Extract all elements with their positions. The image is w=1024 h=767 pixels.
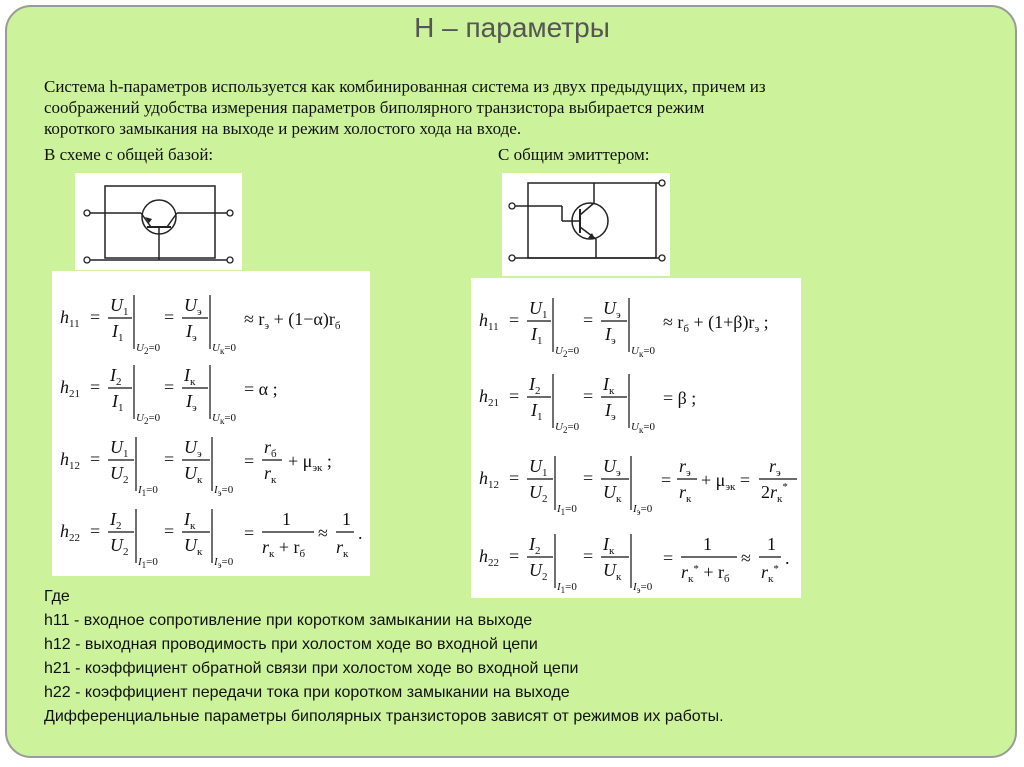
svg-text:=: = — [509, 310, 520, 330]
svg-text:rэ: $r_э$ — [769, 456, 781, 479]
svg-text:I1=0: $I_1=0$ — [557, 503, 577, 517]
svg-text:1: 1 — [342, 509, 351, 529]
svg-text:U2: $U_2$ — [110, 463, 129, 486]
svg-text:U1: $U_1$ — [110, 295, 129, 318]
svg-text:Iэ: $I_э$ — [186, 321, 197, 344]
svg-text:Uк=0: $U_к=0$ — [212, 412, 237, 426]
common-base-circuit — [75, 173, 242, 270]
svg-text:=: = — [164, 307, 175, 327]
svg-text:I1=0: $I_1=0$ — [138, 556, 158, 570]
svg-text:U1: $U_1$ — [529, 298, 548, 321]
intro-line: Система h-параметров используется как комбинированная система из двух предыдущих, причем из — [44, 77, 766, 96]
svg-text:rк + rб: $r_к + r_б$ — [262, 537, 306, 560]
svg-text:Uэ: $U_э$ — [184, 437, 202, 460]
svg-text:Uэ: $U_э$ — [603, 456, 621, 479]
svg-text:= β ;: = β ; — [663, 388, 697, 408]
svg-text:1: 1 — [767, 534, 776, 554]
svg-text:= α ;: = α ; — [244, 379, 278, 399]
svg-text:=: = — [90, 377, 101, 397]
svg-text:I2: $I_2$ — [529, 374, 541, 397]
svg-text:≈ rб + (1+β)rэ ;: ≈ $r_б + (1+\beta)r_э$ ; — [663, 312, 769, 335]
svg-text:h12: $h_{12}$ — [60, 449, 80, 472]
svg-text:2rк*: $2r_к^*$ — [761, 481, 788, 505]
svg-text:Iэ: $I_э$ — [605, 324, 616, 347]
common-base-formula-graphic — [52, 271, 370, 576]
svg-text:Uк=0: $U_к=0$ — [631, 345, 656, 359]
svg-text:I1: $I_1$ — [531, 400, 543, 423]
svg-text:=: = — [583, 386, 594, 406]
svg-text:=: = — [164, 449, 175, 469]
svg-text:U2=0: $U_2=0$ — [555, 421, 580, 435]
svg-text:≈ rэ + (1−α)rб: ≈ $r_э + (1-\alpha)r_б$ — [244, 309, 341, 332]
svg-text:=: = — [509, 386, 520, 406]
svg-text:Uэ: $U_э$ — [184, 295, 202, 318]
svg-text:=: = — [509, 468, 520, 488]
intro-paragraph — [44, 76, 984, 139]
common-base-schematic-icon — [75, 173, 242, 270]
svg-text:h12: $h_{12}$ — [479, 468, 499, 491]
common-emitter-label: С общим эмиттером: — [498, 145, 650, 164]
svg-text:1: 1 — [282, 509, 291, 529]
svg-text:=: = — [244, 451, 255, 471]
svg-text:Uк: $U_к$ — [184, 463, 203, 486]
svg-text:Uэ: $U_э$ — [603, 298, 621, 321]
common-emitter-schematic-icon — [502, 173, 670, 276]
svg-text:Uк: $U_к$ — [184, 535, 203, 558]
svg-text:=: = — [90, 521, 101, 541]
svg-text:≈: ≈ — [318, 523, 328, 543]
svg-text:Iэ=0: $I_э=0$ — [214, 556, 234, 570]
svg-text:U1: $U_1$ — [529, 456, 548, 479]
common-base-formulas — [52, 271, 370, 576]
svg-text:U1: $U_1$ — [110, 437, 129, 460]
common-emitter-formulas — [471, 278, 801, 598]
intro-line: соображений удобства измерения параметров биполярного транзистора выбирается режим — [44, 98, 705, 117]
svg-text:Iэ=0: $I_э=0$ — [633, 581, 653, 595]
svg-text:+ μэк ;: + $\mu_{эк}$ ; — [288, 451, 332, 474]
slide-title: H – параметры — [414, 12, 610, 43]
svg-text:=: = — [164, 377, 175, 397]
svg-text:h22: $h_{22}$ — [479, 546, 499, 569]
svg-text:I1: $I_1$ — [112, 321, 124, 344]
svg-text:1: 1 — [703, 534, 712, 554]
svg-text:Iэ: $I_э$ — [605, 400, 616, 423]
notes-block — [44, 585, 724, 729]
svg-text:≈: ≈ — [741, 548, 751, 568]
svg-text:I1: $I_1$ — [112, 391, 124, 414]
svg-text:h11: $h_{11}$ — [60, 307, 80, 330]
svg-text:Iк: $I_к$ — [603, 534, 615, 557]
note-h21: h21 - коэффициент обратной связи при холостом ходе во входной цепи — [44, 660, 579, 677]
svg-text:U2: $U_2$ — [529, 482, 548, 505]
svg-text:I2: $I_2$ — [110, 365, 122, 388]
svg-text:I1=0: $I_1=0$ — [557, 581, 577, 595]
svg-text:I1: $I_1$ — [531, 324, 543, 347]
svg-text:Iэ=0: $I_э=0$ — [633, 503, 653, 517]
svg-text:Uк=0: $U_к=0$ — [212, 342, 237, 356]
svg-text:I1=0: $I_1=0$ — [138, 484, 158, 498]
svg-text:h21: $h_{21}$ — [479, 386, 499, 409]
svg-text:U2=0: $U_2=0$ — [136, 412, 161, 426]
svg-text:rэ: $r_э$ — [679, 456, 691, 479]
svg-text:=: = — [583, 546, 594, 566]
intro-line: короткого замыкания на выходе и режим холостого хода на входе. — [44, 119, 522, 138]
svg-text:Uк: $U_к$ — [603, 560, 622, 583]
svg-text:rк: $r_к$ — [336, 537, 349, 560]
svg-text:h21: $h_{21}$ — [60, 377, 80, 400]
note-h22: h22 - коэффициент передачи тока при коротком замыкании на выходе — [44, 684, 570, 701]
svg-text:U2=0: $U_2=0$ — [136, 342, 161, 356]
svg-text:U2: $U_2$ — [110, 535, 129, 558]
common-emitter-formula-graphic — [471, 278, 801, 598]
svg-text:.: . — [358, 523, 363, 543]
svg-text:I2: $I_2$ — [110, 509, 122, 532]
notes-summary: Дифференциальные параметры биполярных транзисторов зависят от режимов их работы. — [44, 708, 724, 725]
svg-text:=: = — [244, 523, 255, 543]
svg-text:rк*: $r_к^*$ — [761, 562, 779, 585]
svg-text:=: = — [663, 548, 674, 568]
svg-text:rк: $r_к$ — [264, 463, 277, 486]
svg-text:.: . — [785, 548, 790, 568]
svg-text:I2: $I_2$ — [529, 534, 541, 557]
svg-text:=: = — [661, 470, 672, 490]
svg-text:Uк=0: $U_к=0$ — [631, 421, 656, 435]
note-h11: h11 - входное сопротивление при коротком замыкании на выходе — [44, 612, 533, 629]
svg-text:U2: $U_2$ — [529, 560, 548, 583]
svg-text:=: = — [583, 310, 594, 330]
svg-text:h22: $h_{22}$ — [60, 521, 80, 544]
svg-text:U2=0: $U_2=0$ — [555, 345, 580, 359]
svg-text:=: = — [90, 449, 101, 469]
common-emitter-circuit — [502, 173, 670, 276]
note-h12: h12 - выходная проводимость при холостом ходе во входной цепи — [44, 636, 538, 653]
svg-text:Iэ: $I_э$ — [186, 391, 197, 414]
svg-text:rк* + rб: $r_к^* + r_б$ — [681, 562, 730, 585]
notes-where: Где — [44, 588, 70, 605]
common-base-label: В схеме с общей базой: — [44, 145, 214, 164]
svg-text:=: = — [583, 468, 594, 488]
svg-text:h11: $h_{11}$ — [479, 310, 499, 333]
svg-text:Iк: $I_к$ — [184, 365, 196, 388]
svg-text:=: = — [90, 307, 101, 327]
svg-text:=: = — [164, 521, 175, 541]
svg-text:+ μэк =: + $\mu_{эк}$ = — [701, 470, 751, 493]
svg-text:rб: $r_б$ — [264, 437, 277, 460]
svg-text:Iк: $I_к$ — [603, 374, 615, 397]
svg-text:Iэ=0: $I_э=0$ — [214, 484, 234, 498]
svg-text:Iк: $I_к$ — [184, 509, 196, 532]
svg-text:rк: $r_к$ — [679, 482, 692, 505]
svg-text:=: = — [509, 546, 520, 566]
svg-text:Uк: $U_к$ — [603, 482, 622, 505]
